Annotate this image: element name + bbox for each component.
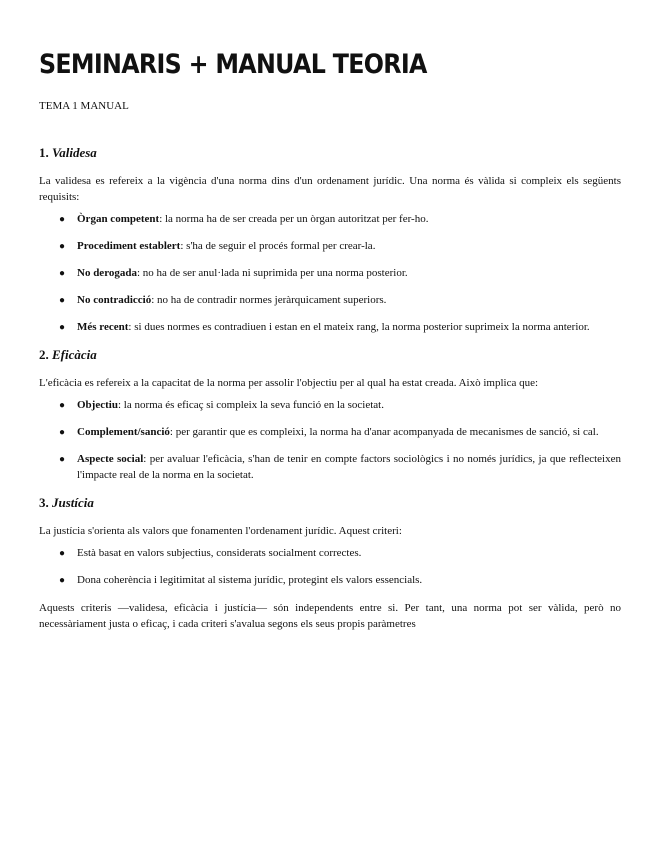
section-intro: La justícia s'orienta als valors que fonamenten l'ordenament jurídic. Aquest criteri: [39, 525, 402, 537]
list-item: ● Està basat en valors subjectius, considerats socialment correctes. [39, 545, 621, 561]
bullet-icon: ● [59, 295, 66, 306]
document-title: SEMINARIS + MANUAL TEORIA [39, 49, 427, 80]
list-item: ● Procediment establert: s'ha de seguir el procés formal per crear-la. [39, 238, 621, 254]
section-heading: 2. Eficàcia [39, 347, 97, 362]
section-eficacia [39, 347, 621, 483]
section-heading: 1. Validesa [39, 145, 97, 160]
bullet-icon: ● [59, 322, 66, 333]
section-validesa [39, 145, 621, 335]
list-item: ● Més recent: si dues normes es contradiuen i estan en el mateix rang, la norma posterior suprimeix la norma anterior. [39, 319, 621, 335]
list-item: ● No contradicció: no ha de contradir normes jeràrquicament superiors. [39, 292, 621, 308]
bullet-icon: ● [59, 268, 66, 279]
list-item: ● Dona coherència i legitimitat al sistema jurídic, protegint els valors essencials. [39, 572, 621, 588]
list-item: ● No derogada: no ha de ser anul·lada ni suprimida per una norma posterior. [39, 265, 621, 281]
list-item: ● Aspecte social: per avaluar l'eficàcia, s'han de tenir en compte factors sociològics i no només jurídics, ja que reflecteixen l'impacte real de la norma en la societat. [59, 453, 621, 481]
section-intro: L'eficàcia es refereix a la capacitat de la norma per assolir l'objectiu per al qual ha estat creada. Això implica que: [39, 377, 539, 389]
bullet-icon: ● [59, 454, 66, 465]
section-intro: La validesa es refereix a la vigència d'una norma dins d'un ordenament jurídic. Una norma és vàlida si compleix els següents requisits: [39, 175, 621, 203]
requirements-list [39, 545, 621, 588]
list-item: ● Complement/sanció: per garantir que es compleixi, la norma ha d'anar acompanyada de mecanismes de sanció, si cal. [39, 424, 621, 440]
closing-paragraph: Aquests criteris —validesa, eficàcia i justícia— són independents entre si. Per tant, una norma pot ser vàlida, però no necessàriament justa o eficaç, i cada criteri s'avalua segons els seus propis paràmetres [39, 602, 621, 630]
list-item: ● Objectiu: la norma és eficaç si compleix la seva funció en la societat. [39, 397, 621, 413]
document-subtitle: TEMA 1 MANUAL [39, 100, 129, 112]
requirements-list [39, 397, 621, 483]
section-heading: 3. Justícia [39, 495, 94, 510]
bullet-icon: ● [59, 548, 66, 559]
bullet-icon: ● [59, 400, 66, 411]
bullet-icon: ● [59, 241, 66, 252]
bullet-icon: ● [59, 214, 66, 225]
requirements-list [39, 211, 621, 335]
bullet-icon: ● [59, 427, 66, 438]
bullet-icon: ● [59, 575, 66, 586]
section-justicia [39, 495, 621, 588]
list-item: ● Òrgan competent: la norma ha de ser creada per un òrgan autoritzat per fer-ho. [39, 211, 621, 227]
document-page [39, 48, 621, 632]
